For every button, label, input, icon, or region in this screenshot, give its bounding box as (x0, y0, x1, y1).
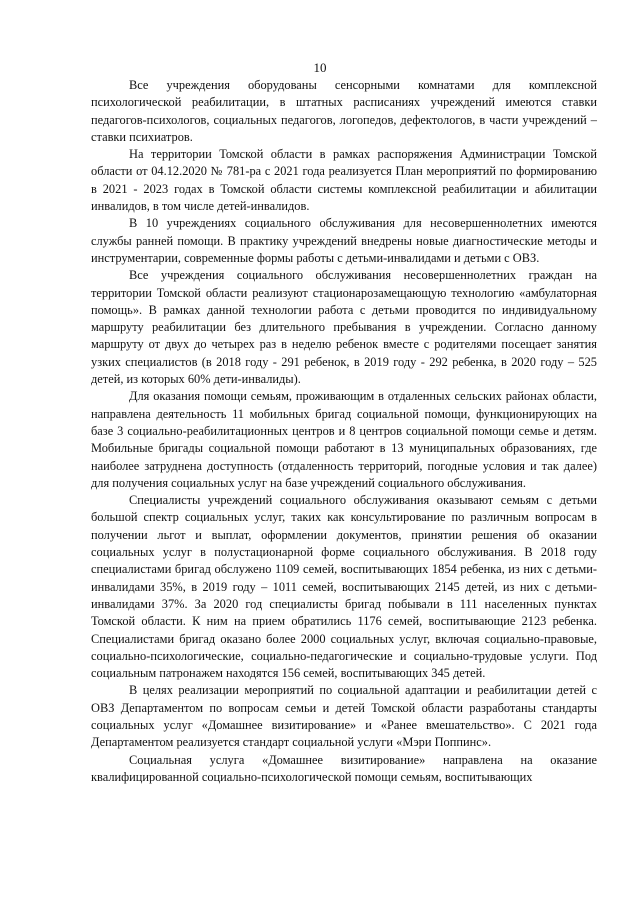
page-number: 10 (313, 60, 327, 75)
paragraph-mobile-teams: Для оказания помощи семьям, проживающим в отдаленных сельских районах области, направлена деятельность 11 мобильных бригад социальной помощи, функционирующих на базе 3 социально-реабилитационных центров и 8 центров социальной помощи семье и детям. Мобильные бригады социальной помощи работают в 13 муниципальных образованиях, где наиболее затруднена доступность (отдаленность территорий, погодные условия и так далее) для получения социальных услуг на базе учреждений социального обслуживания. (91, 389, 597, 490)
paragraph-rehabilitation-plan: На территории Томской области в рамках распоряжения Администрации Томской области от 04.12.2020 № 781-ра с 2021 года реализуется План мероприятий по формированию в 2021 - 2023 годах в Томской области системы комплексной реабилитации и абилитации инвалидов, в том числе детей-инвалидов. (91, 147, 597, 214)
body-text (91, 77, 597, 786)
paragraph-service-standards: В целях реализации мероприятий по социальной адаптации и реабилитации детей с ОВЗ Департаментом по вопросам семьи и детей Томской области разработаны стандарты социальных услуг «Домашнее визитирование» и «Ранее вмешательство». С 2021 года Департаментом реализуется стандарт социальной услуги «Мэри Поппинс». (91, 683, 597, 750)
paragraph-social-services: Специалисты учреждений социального обслуживания оказывают семьям с детьми большой спектр социальных услуг, таких как консультирование по различным вопросам в получении льгот и выплат, оформлении документов, принятии решения об оказании социальных услуг в полустационарной форме социального обслуживания. В 2018 году специалистами бригад обслужено 1109 семей, воспитывающих 1854 ребенка, из них с детьми-инвалидами 35%, в 2019 году – 1011 семей, воспитывающих 2145 детей, из них с детьми-инвалидами 37%. За 2020 год специалисты бригад побывали в 111 населенных пунктах Томской области. К ним на прием обратились 1176 семей, воспитывающие 2123 ребенка. Специалистами бригад оказано более 2000 социальных услуг, включая социально-правовые, социально-психологические, социально-педагогические и социально-трудовые услуги. Под социальным патронажем находятся 156 семей, воспитывающих 345 детей. (91, 493, 597, 681)
paragraph-home-visiting: Социальная услуга «Домашнее визитирование» направлена на оказание квалифицированной социально-психологической помощи семьям, воспитывающих (91, 752, 597, 784)
paragraph-outpatient-care: Все учреждения социального обслуживания несовершеннолетних граждан на территории Томской области реализуют стационарозамещающую технологию «амбулаторная помощь». В рамках данной технологии работа с детьми проводится по индивидуальному маршруту реабилитации без длительного пребывания в учреждении. Согласно данному маршруту от двух до четырех раз в неделю ребенок вместе с родителями посещает занятия узких специалистов (в 2018 году - 291 ребенок, в 2019 году - 292 ребенка, в 2020 году – 525 детей, из которых 60% дети-инвалиды). (91, 268, 597, 387)
paragraph-early-help: В 10 учреждениях социального обслуживания для несовершеннолетних имеются службы ранней помощи. В практику учреждений внедрены новые диагностические методы и инструментарии, современные формы работы с детьми-инвалидами и детьми с ОВЗ. (91, 216, 597, 265)
paragraph-sensory-rooms: Все учреждения оборудованы сенсорными комнатами для комплексной психологической реабилитации, в штатных расписаниях учреждений имеются ставки педагогов-психологов, социальных педагогов, логопедов, дефектологов, в части учреждений – ставки психиатров. (91, 78, 597, 144)
